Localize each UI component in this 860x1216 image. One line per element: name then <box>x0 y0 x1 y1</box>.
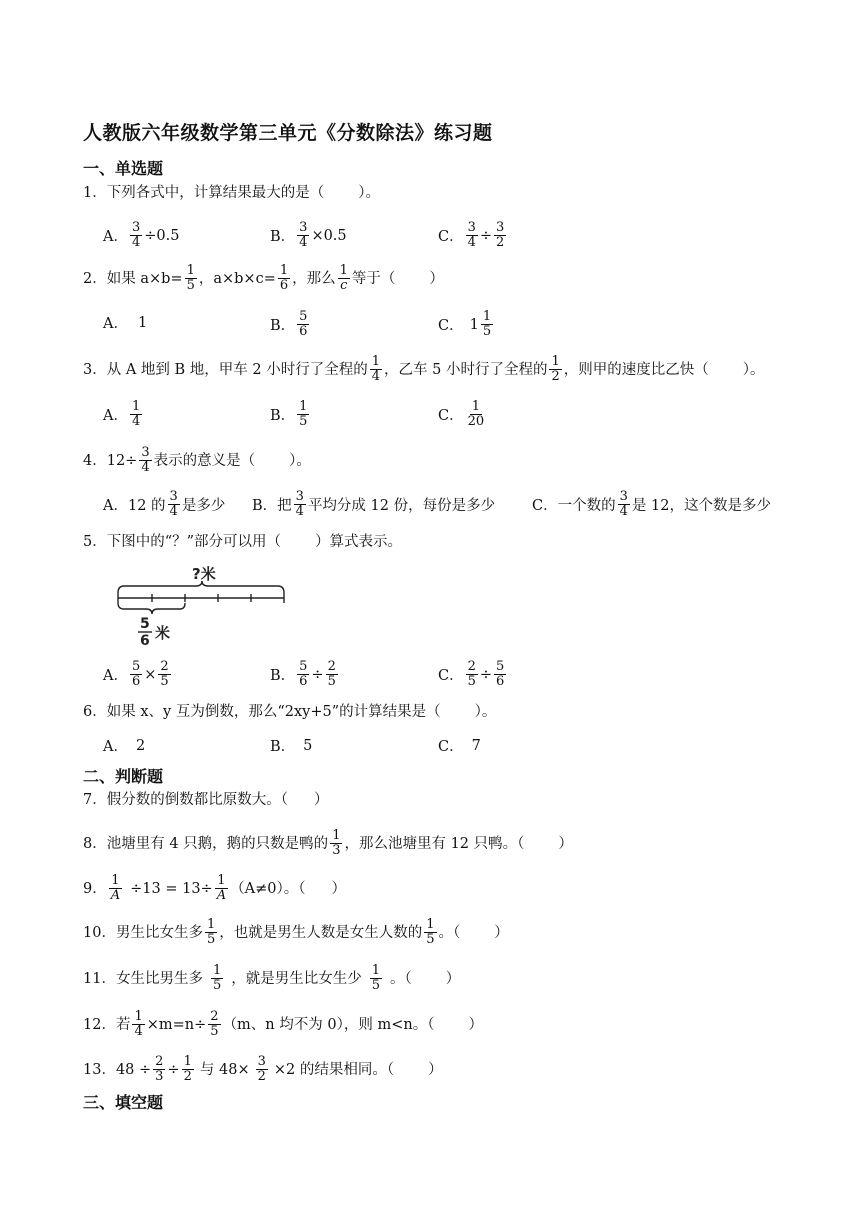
section-heading-fill-in: 三、填空题 <box>83 1093 164 1112</box>
section-heading-true-false: 二、判断题 <box>83 767 164 786</box>
fraction: $\frac{1}{3}$ <box>332 828 341 858</box>
q6-option-c[interactable]: C． 7 <box>438 737 481 755</box>
fraction: $\frac{5}{6}$ <box>299 309 308 339</box>
question-7: 7． 假分数的倒数都比原数大。（ ） <box>83 792 329 808</box>
q1-option-c[interactable]: C． $\frac{3}{4}$ ÷ $\frac{3}{2}$ <box>438 220 505 250</box>
fraction: $\frac{1}{5}$ <box>426 917 435 947</box>
fraction: $\frac{3}{2}$ <box>257 1054 266 1084</box>
fraction: $\frac{3}{4}$ <box>295 489 304 519</box>
fraction: $\frac{1}{4}$ <box>134 1009 143 1039</box>
q3-option-c[interactable]: C． $\frac{1}{20}$ <box>438 399 485 429</box>
fraction: $\frac{1}{A}$ <box>216 873 227 903</box>
fraction: $\frac{3}{4}$ <box>619 489 628 519</box>
q5-option-a[interactable]: A． $\frac{5}{6}$ × $\frac{2}{5}$ <box>103 659 169 689</box>
q5-option-c[interactable]: C． $\frac{2}{5}$ ÷ $\frac{5}{6}$ <box>438 659 505 689</box>
fraction: $\frac{3}{4}$ <box>467 220 476 250</box>
fraction: $\frac{1}{5}$ <box>186 263 195 293</box>
fraction: $\frac{2}{3}$ <box>155 1054 164 1084</box>
unit-label: 米 <box>155 624 171 642</box>
question-9: 9． $\frac{1}{A}$ ÷13 = 13÷ $\frac{1}{A}$ （A≠0）。（ ） <box>83 873 346 903</box>
fraction: $\frac{3}{4}$ <box>169 489 178 519</box>
question-13: 13． 48 ÷ $\frac{2}{3}$ ÷ $\frac{1}{2}$ 与 48× $\frac{3}{2}$ ×2 的结果相同。（ ） <box>83 1054 443 1084</box>
question-6: 6． 如果 x、y 互为倒数，那么“2xy+5”的计算结果是（ ）。 <box>83 704 497 720</box>
fraction: $\frac{1}{5}$ <box>212 963 222 993</box>
question-10: 10． 男生比女生多 $\frac{1}{5}$ ，也就是男生人数是女生人数的 $\frac{1}{5}$ 。（ ） <box>83 917 509 947</box>
question-5: 5． 下图中的“？”部分可以用（ ）算式表示。 <box>83 534 403 550</box>
fraction: $\frac{2}{5}$ <box>467 659 476 689</box>
q1-option-a[interactable]: A． $\frac{3}{4}$ ÷0.5 <box>103 220 180 250</box>
fraction: $\frac{1}{5}$ <box>299 399 308 429</box>
fraction: $\frac{1}{5}$ <box>371 963 381 993</box>
fraction: $\frac{5}{6}$ <box>299 659 308 689</box>
fraction: $\frac{1}{6}$ <box>279 263 289 293</box>
q4-option-b[interactable]: B． 把 $\frac{3}{4}$ 平均分成 12 份，每份是多少 <box>252 489 496 519</box>
fraction: $\frac{3}{4}$ <box>131 220 141 250</box>
question-mark-label: ?米 <box>192 565 216 583</box>
fraction: $\frac{3}{4}$ <box>299 220 308 250</box>
q2-option-a[interactable]: A． 1 <box>103 314 148 332</box>
fraction-numerator: 5 <box>140 616 150 632</box>
section-heading-single-choice: 一、单选题 <box>83 159 164 178</box>
fraction: $\frac{1}{4}$ <box>131 399 141 429</box>
question-2: 2． 如果 a×b= $\frac{1}{5}$ ，a×b×c= $\frac{1}{6}$ ，那么 $\frac{1}{c}$ 等于（ ） <box>83 263 444 293</box>
fraction: $\frac{1}{5}$ <box>206 917 216 947</box>
q3-option-b[interactable]: B． $\frac{1}{5}$ <box>270 399 308 429</box>
q6-option-a[interactable]: A． 2 <box>103 737 146 755</box>
fraction: $\frac{5}{6}$ <box>131 659 141 689</box>
fraction: $\frac{1}{2}$ <box>183 1054 192 1084</box>
q6-option-b[interactable]: B． 5 <box>270 737 313 755</box>
q4-option-c[interactable]: C． 一个数的 $\frac{3}{4}$ 是 12，这个数是多少 <box>532 489 771 519</box>
fraction: $\frac{2}{5}$ <box>160 659 169 689</box>
fraction: $\frac{2}{5}$ <box>210 1009 219 1039</box>
segment-diagram <box>110 562 295 648</box>
bottom-brace <box>118 603 185 614</box>
question-12: 12． 若 $\frac{1}{4}$ ×m=n÷ $\frac{2}{5}$ （m、n 均不为 0），则 m<n。（ ） <box>83 1009 483 1039</box>
fraction: $\frac{3}{4}$ <box>141 445 150 475</box>
fraction: $\frac{1}{4}$ <box>371 354 381 384</box>
q3-option-a[interactable]: A． $\frac{1}{4}$ <box>103 399 141 429</box>
question-1: 1． 下列各式中，计算结果最大的是（ ）。 <box>83 185 380 201</box>
fraction: $\frac{1}{5}$ <box>482 309 492 339</box>
question-8: 8． 池塘里有 4 只鹅，鹅的只数是鸭的 $\frac{1}{3}$ ，那么池塘里有 12 只鸭。（ ） <box>83 828 573 858</box>
fraction: $\frac{1}{20}$ <box>467 399 485 429</box>
question-4: 4． 12÷ $\frac{3}{4}$ 表示的意义是（ ）。 <box>83 445 311 475</box>
fraction: $\frac{1}{A}$ <box>110 873 121 903</box>
fraction-denominator: 6 <box>140 633 150 648</box>
q2-option-c[interactable]: C． 1 $\frac{1}{5}$ <box>438 309 492 339</box>
fraction: $\frac{1}{c}$ <box>339 263 348 293</box>
question-11: 11． 女生比男生多 $\frac{1}{5}$ ，就是男生比女生少 $\frac{1}{5}$ 。（ ） <box>83 963 461 993</box>
document-title: 人教版六年级数学第三单元《分数除法》练习题 <box>83 122 493 144</box>
fraction: $\frac{2}{5}$ <box>327 659 336 689</box>
q4-option-a[interactable]: A． 12 的 $\frac{3}{4}$ 是多少 <box>103 489 226 519</box>
q2-option-b[interactable]: B． $\frac{5}{6}$ <box>270 309 308 339</box>
fraction: $\frac{3}{2}$ <box>496 220 505 250</box>
fraction: $\frac{5}{6}$ <box>496 659 505 689</box>
q1-option-b[interactable]: B． $\frac{3}{4}$ ×0.5 <box>270 220 347 250</box>
question-3: 3． 从 A 地到 B 地，甲车 2 小时行了全程的 $\frac{1}{4}$ ，乙车 5 小时行了全程的 $\frac{1}{2}$ ，则甲的速度比乙快（ ）。 <box>83 354 765 384</box>
q5-option-b[interactable]: B． $\frac{5}{6}$ ÷ $\frac{2}{5}$ <box>270 659 336 689</box>
fraction: $\frac{1}{2}$ <box>551 354 560 384</box>
